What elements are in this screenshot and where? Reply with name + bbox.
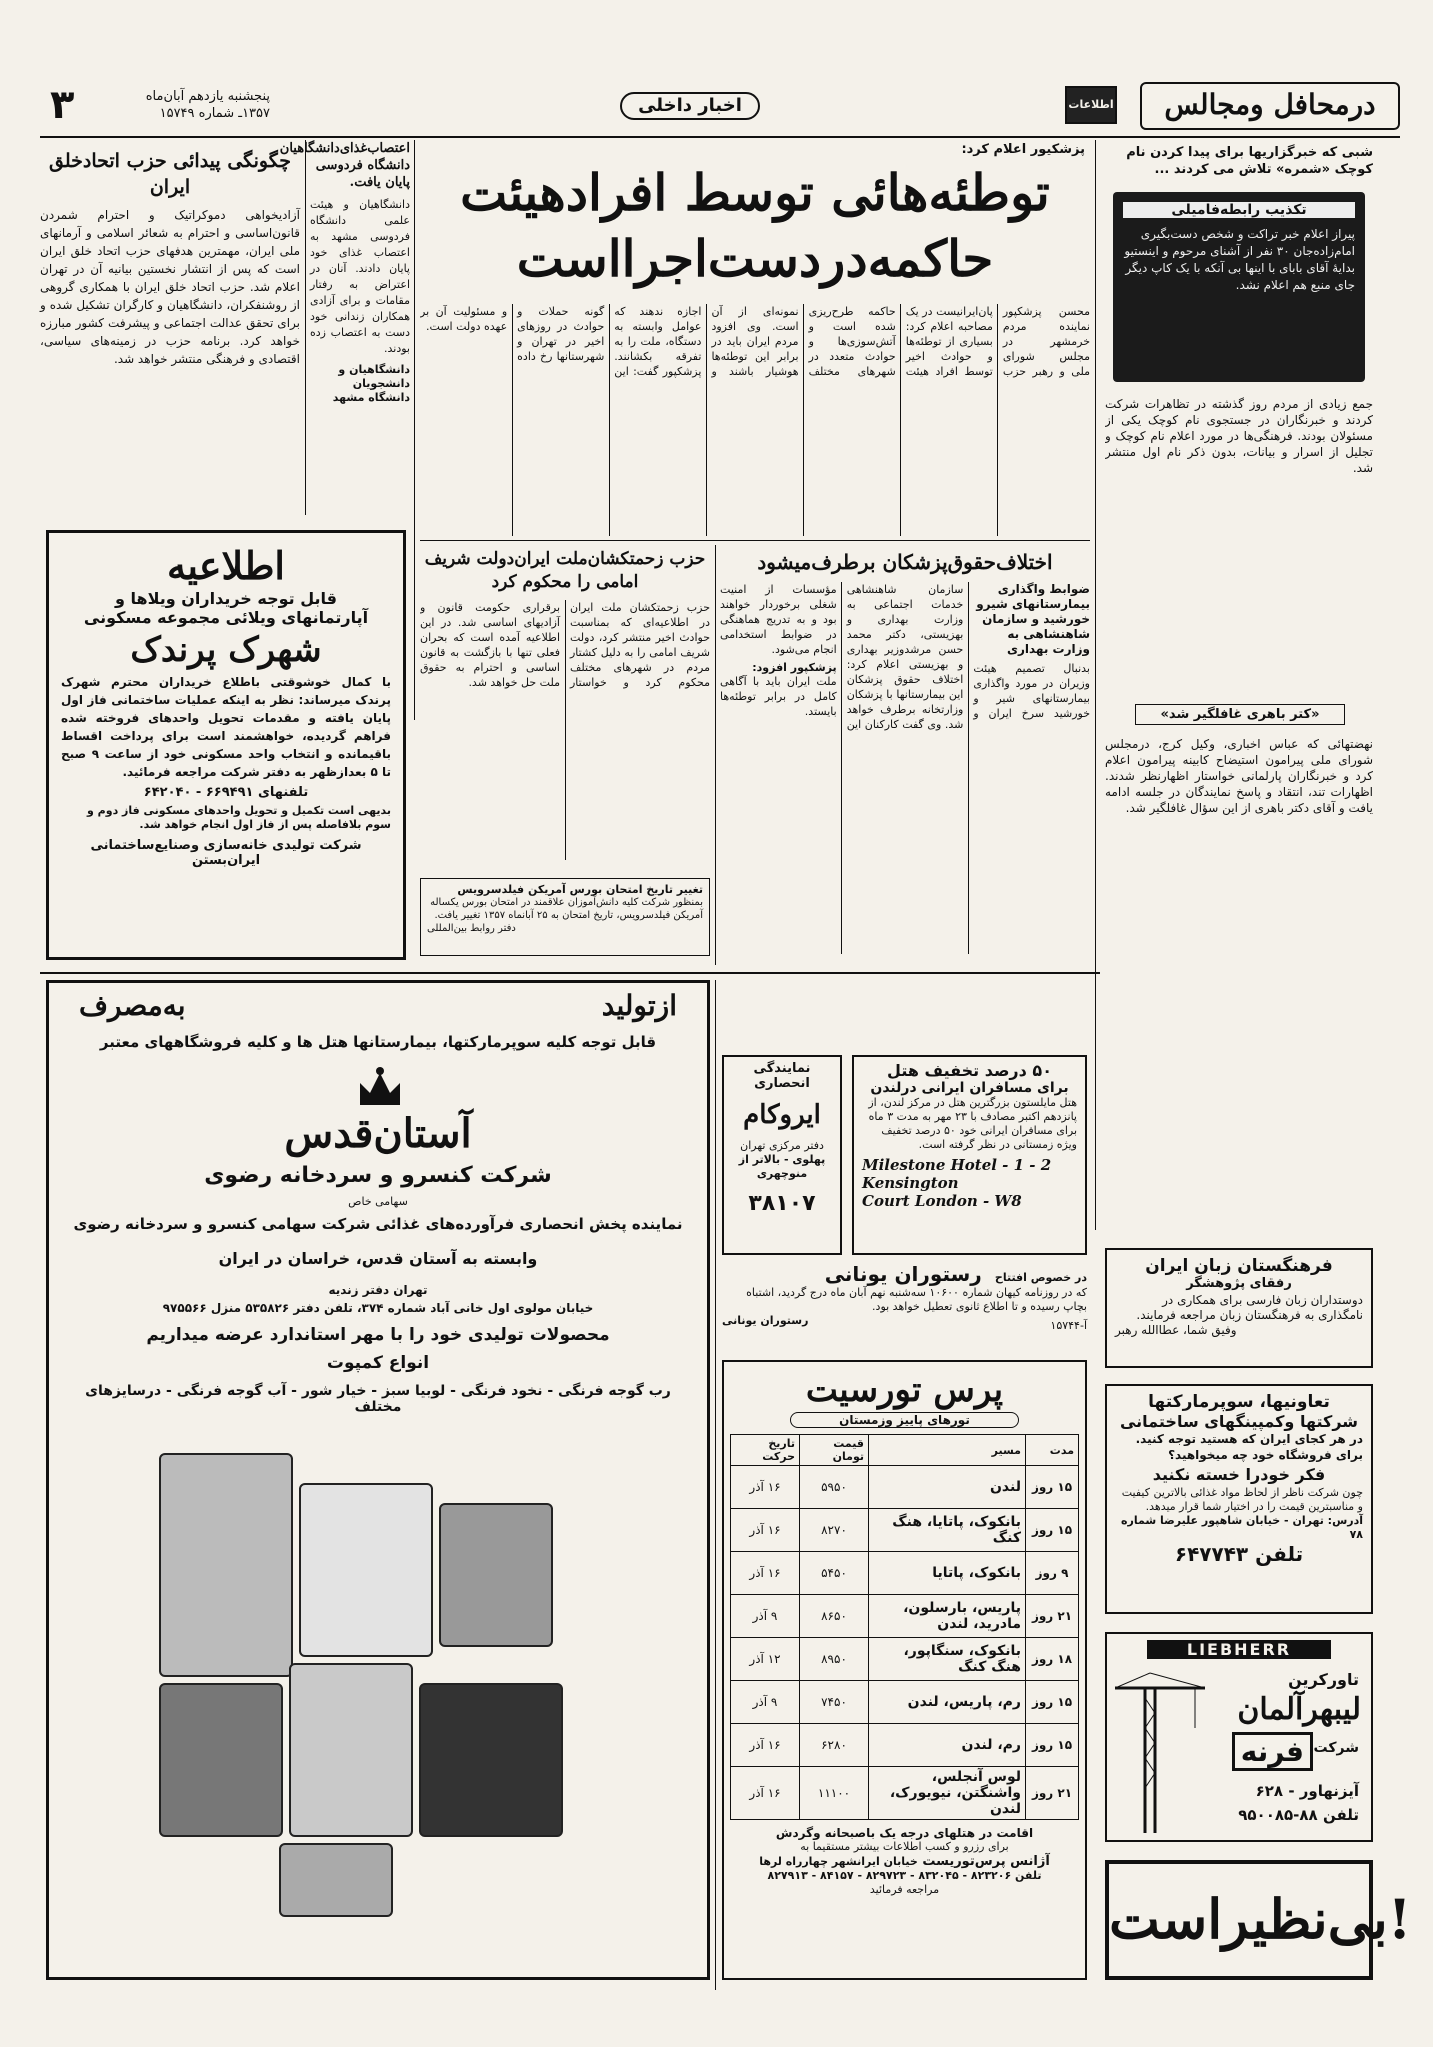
nationalists-title: حزب زحمتکشان‌ملت ایران‌دولت شریف امامی را محکوم کرد [424,549,706,592]
astan-office: تهران دفتر زندیه [328,1283,428,1297]
announcement-title: اطلاعیه [167,543,285,588]
tour-route: رم، پاریس، لندن [869,1681,1026,1724]
agency-title: نمایندگی انحصاری [753,1061,811,1091]
astan-offer: محصولات تولیدی خود را با مهر استاندارد عرضه میداریم [146,1325,610,1345]
header-days: مدت [1026,1435,1079,1466]
doctors-title: اختلاف‌حقوق‌پزشکان برطرف‌میشود [757,550,1053,574]
announcement-company: شرکت تولیدی خانه‌سازی وصنایع‌ساختمانی ایران‌بستن [90,838,362,868]
exam-box [420,878,710,956]
banner: بی‌نظیراست! [1105,1860,1373,1980]
tour-date: ۱۶ آذر [731,1724,800,1767]
tour-date: ۹ آذر [731,1595,800,1638]
tour-price: ۶۲۸۰ [800,1724,869,1767]
supermarket-title: تعاونیها، سوپرمارکتها [1148,1392,1330,1412]
language-academy-ad [1105,1248,1373,1368]
tour-company [730,1854,1079,1869]
tour-row [731,1552,1079,1595]
tour-footer-1: اقامت در هتلهای درجه یک باصبحانه وگردش [775,1826,1034,1840]
headline-line1: توطئه‌هائی توسط افرادهیئت [460,163,1050,222]
announcement-line1: قابل توجه خریداران ویلاها و [114,589,338,608]
can-fruit [159,1683,283,1837]
announcement-line2: آپارتمانهای ویلائی مجموعه مسکونی [83,608,369,627]
can-pear [289,1663,413,1837]
tour-route: پاریس، بارسلون، مادرید، لندن [869,1595,1026,1638]
clipping-title: تکذیب رابطه‌فامیلی [1123,202,1355,218]
tour-date: ۱۶ آذر [731,1767,800,1820]
agency-line: دفتر مرکزی تهران [740,1139,824,1152]
hotel-address-2: Kensington [862,1174,959,1192]
astan-tagline: قابل توجه کلیه سوپرمارکتها، بیمارستانها هتل ها و کلیه فروشگاههای معتبر [99,1033,657,1051]
astan-top-right: ازتولید [601,989,677,1022]
tour-row [731,1509,1079,1552]
events-column [1105,144,1373,1224]
crane-phone: تلفن ۸۸-۹۵۰۰۸۵ [1238,1806,1359,1824]
events-section-title: درمحافل ومجالس [1140,82,1400,130]
academy-subtitle: رفقای پژوهشگر [1186,1276,1292,1291]
agency-address: پهلوی - بالاتر از منوچهری [738,1153,826,1180]
tour-date: ۹ آذر [731,1681,800,1724]
tour-row [731,1681,1079,1724]
section-label: اخبار داخلی [620,92,760,120]
restaurant-pre: در خصوص افتتاح [994,1271,1087,1284]
can-beans [159,1453,293,1677]
restaurant-title: رستوران یونانی [824,1262,982,1286]
agency-phone: ۳۸۱۰۷ [748,1191,816,1216]
tour-days: ۱۵ روز [1026,1466,1079,1509]
party-article [40,148,300,508]
tour-refer: مراجعه فرمائید [869,1883,940,1896]
crane-company: فرنه [1232,1732,1313,1771]
header-date: تاریخ حرکت [731,1435,800,1466]
crown-icon [355,1065,405,1111]
supermarket-ad [1105,1384,1373,1614]
supermarket-cta: فکر خودرا خسته نکنید [1152,1465,1326,1484]
doctors-body-2: ملت ایران باید با آگاهی کامل در برابر توطئه‌ها بایستد. [720,675,837,718]
masthead [40,82,1400,130]
academy-title: فرهنگستان زبان ایران [1145,1256,1333,1276]
doctors-subhead-2: پزشکپور افزود: [752,661,837,674]
hotel-title: ۵۰ درصد تخفیف هتل [887,1061,1052,1080]
supermarket-body: در هر کجای ایران که هستید توجه کنید. برای فروشگاه خود چه میخواهید؟ [1135,1432,1363,1462]
issue-line: ۱۳۵۷ـ شماره ۱۵۷۴۹ [159,106,270,121]
astan-type: سهامی خاص [348,1195,408,1208]
astan-agent: نماینده پخش انحصاری فرآورده‌های غذائی شرکت سهامی کنسرو و سردخانه رضوی [73,1215,683,1233]
astan-brand: آستان‌قدس [284,1110,472,1157]
announcement-body: با کمال خوشوقتی باطلاع خریداران محترم شهرک پرندک میرساند: نظر به اینکه عملیات ساختمانی فاز اول پایان یافته و مقدمات تحویل واحدهای فروخته شده فراهم گردیده، خواهشمند است برای پرداخت اقساط باقیمانده و انتخاب واحد مسکونی خود از ساعت ۹ صبح تا ۵ بعدازظهر به دفتر شرکت مراجعه فرمائید. [61,675,391,779]
hotel-subtitle: برای مسافران ایرانی درلندن [870,1080,1069,1096]
announcement-box [46,530,406,960]
can-small [279,1843,393,1917]
agency-ad [722,1055,842,1255]
tour-days: ۱۸ روز [1026,1638,1079,1681]
crane-icon [1115,1668,1205,1838]
events-subhead: «کتر باهری غافلگیر شد» [1135,704,1345,725]
tour-row [731,1466,1079,1509]
headline-body: محسن پزشکپور نماینده مردم خرمشهر در مجلس شورای ملی و رهبر حزب پان‌ایرانیست در یک مصاحبه اعلام کرد: بسیاری از توطئه‌ها و حوادث اخیر توسط افراد هیئت حاکمه طرح‌ریزی شده است و آتش‌سوزی‌ها و حوادث متعدد در شهرهای مختلف نمونه‌ای از آن است. وی افزود مردم ایران باید در برابر این توطئه‌ها هوشیار باشند و اجازه ندهند که عوامل وابسته به دستگاه، ملت را به تفرقه بکشانند. پزشکپور گفت: این گونه حملات و حوادث در روزهای اخیر در تهران و شهرستانها رخ داده و مسئولیت آن بر عهده دولت است. [420,305,1090,378]
academy-body: دوستداران زبان فارسی برای همکاری در نامگذاری به فرهنگستان زبان مراجعه فرمایند. [1136,1293,1363,1322]
events-body: جمع زیادی از مردم روز گذشته در تظاهرات شرکت کردند و خبرنگاران در جستجوی نام کوچک یکی از مسئولان بودند. فرهنگی‌ها در مورد اعلام نام کوچک و تجلیل از اسرار و بیانات، بدون ذکر نام اول منتشر شد. [1105,397,1373,475]
tour-price: ۵۹۵۰ [800,1466,869,1509]
tour-date: ۱۶ آذر [731,1552,800,1595]
doctors-body: بدنبال تصمیم هیئت وزیران در مورد واگذاری بیمارستانهای شیر و خورشید سرخ ایران و سازمان شاهنشاهی خدمات اجتماعی به وزارت بهداری و بهزیستی، دکتر محمد حسن مرشدوزیر بهداری و بهزیستی اعلام کرد: اختلاف حقوق پزشکان این بیمارستانها با پزشکان وزارتخانه برطرف خواهد شد. وی گفت کارکنان این مؤسسات از امنیت شغلی برخوردار خواهند بود و به تدریج هماهنگی در ضوابط استخدامی انجام می‌شود. [720,583,1090,731]
tour-date: ۱۲ آذر [731,1638,800,1681]
tour-brand: پرس تورسیت [805,1370,1004,1410]
announcement-phones: تلفنهای ۶۶۹۴۹۱ - ۶۴۲۰۴۰ [143,785,309,800]
exam-sign: دفتر روابط بین‌المللی [427,923,516,934]
crane-brand-fa: لیبهرآلمان [1237,1692,1361,1727]
tour-route: بانکوک، سنگاپور، هنگ کنگ [869,1638,1026,1681]
tour-row [731,1638,1079,1681]
tour-company-name: آژانس پرس‌توریست [922,1854,1050,1869]
supermarket-phone: تلفن ۶۴۷۷۴۳ [1174,1542,1304,1566]
supermarket-subtitle: شرکتها وکمپینگهای ساختمانی [1119,1412,1359,1431]
doctors-subhead: ضوابط واگذاری بیمارستانهای شیرو خورشید و سازمان شاهنشاهی به وزارت بهداری [976,582,1090,656]
tour-days: ۱۵ روز [1026,1724,1079,1767]
tour-date: ۱۶ آذر [731,1466,800,1509]
tour-days: ۱۵ روز [1026,1509,1079,1552]
tour-row [731,1724,1079,1767]
date-block [110,88,270,122]
tour-days: ۲۱ روز [1026,1595,1079,1638]
tour-table [730,1434,1079,1820]
tour-table-header [731,1435,1079,1466]
headline-line2: حاکمه‌دردست‌اجرا‌است [516,229,994,288]
hotel-address-3: Court London - W8 [862,1192,1022,1210]
tour-route: لندن [869,1466,1026,1509]
clipping-box [1113,192,1365,382]
pars-tourist-ad [722,1360,1087,1980]
tour-days: ۲۱ روز [1026,1767,1079,1820]
tour-rows [731,1466,1079,1820]
tour-tagline: تورهای پاییز وزمستان [790,1412,1019,1428]
astan-address: خیابان مولوی اول خانی آباد شماره ۳۷۴، تلفن دفتر ۵۳۵۸۲۶ منزل ۹۷۵۵۶۶ [162,1301,594,1315]
tour-price: ۸۲۷۰ [800,1509,869,1552]
astan-company: شرکت کنسرو و سردخانه رضوی [204,1163,552,1188]
restaurant-code: آ-۱۵۷۴۴ [1050,1319,1087,1332]
tour-price: ۵۴۵۰ [800,1552,869,1595]
events-sub-body: نهضتهائی که عباس اخباری، وکیل کرج، درمجلس شورای ملی پیرامون استیضاح کابینه پیرامون اعلام کرد و خبرنگاران پارلمانی خواستار اظهارنظر شدند. اظهارات تند، انتقاد و پاسخ نمایندگان در جلسه ادامه یافت و آقای دکتر باهری از این سؤال غافلگیر شد. [1105,737,1373,815]
tour-route: بانکوک، پاتایا [869,1552,1026,1595]
announcement-note: بدیهی است تکمیل و تحویل واحدهای مسکونی فاز دوم و سوم بلافاصله پس از فاز اول انجام خواهد شد. [87,804,391,831]
nationalists-body: حزب زحمتکشان ملت ایران در اطلاعیه‌ای که بمناسبت حوادث اخیر منتشر کرد، دولت شریف امامی را به دلیل کشتار مردم در شهرهای مختلف محکوم کرد و خواستار برقراری حکومت قانون و آزادیهای اساسی شد. در این اطلاعیه آمده است که بحران فعلی تنها با بازگشت به قانون اساسی و احترام به حقوق ملت حل خواهد شد. [420,601,710,689]
tour-price: ۱۱۱۰۰ [800,1767,869,1820]
paper-logo: اطلاعات [1065,86,1117,124]
hunger-strike-sign: دانشگاهیان و دانشجویان دانشگاه مشهد [332,363,410,404]
astan-kinds: انواع کمپوت [326,1353,430,1373]
restaurant-ad [722,1262,1087,1354]
restaurant-body: که در روزنامه کیهان شماره ۱۰۶۰۰ سه‌شنبه نهم آبان ماه درج گردید، اشتباه بچاپ رسیده و تا اطلاع ثانوی تعطیل خواهد بود. [746,1286,1087,1313]
doctors-columns [720,582,1090,954]
tour-price: ۸۹۵۰ [800,1638,869,1681]
clipping-text: پیراز اعلام خبر تراکت و شخص دست‌بگیری امام‌زاده‌جان ۳۰ نفر از آشنای مرحوم و اینستیو بدایهٔ آقای بابای با اینها بی آنکه با یک کاپ دیگر جای منبع هم اعلام نشد. [1124,227,1355,292]
tour-footer-2: برای رزرو و کسب اطلاعات بیشتر مستقیما به [800,1840,1009,1853]
tour-row [731,1595,1079,1638]
crane-address: آیزنهاور - ۶۲۸ [1255,1782,1359,1800]
tour-days: ۹ روز [1026,1552,1079,1595]
events-intro: شبی که خبرگزاریها برای پیدا کردن نام کوچک «شمره» تلاش می کردند ... [1126,145,1373,177]
crane-company-pre: شرکت [1313,1740,1359,1756]
tour-route: لوس آنجلس، واشنگتن، نیویورک، لندن [869,1767,1026,1820]
tour-route: بانکوک، پاتایا، هنگ کنگ [869,1509,1026,1552]
tour-row [731,1767,1079,1820]
announcement-project: شهرک پرندک [130,630,322,670]
doctors-article [720,548,1090,958]
tour-price: ۸۶۵۰ [800,1595,869,1638]
astan-affiliation: وابسته به آستان قدس، خراسان در ایران [218,1249,538,1268]
tour-price: ۷۴۵۰ [800,1681,869,1724]
hotel-ad [852,1055,1087,1255]
academy-sign: وفیق شما، عطاالله رهبر [1115,1323,1237,1337]
supermarket-address: آدرس: تهران - خیابان شاهپور علیرضا شماره ۷۸ [1121,1514,1363,1541]
header-price: قیمت تومان [800,1435,869,1466]
headline-kicker: پزشکیور اعلام کرد: [961,142,1085,157]
tour-address: خیابان ایرانشهر چهارراه لرها [759,1855,918,1868]
liebherr-ad [1105,1632,1373,1842]
party-title: چگونگی پیدائی حزب اتحادخلق ایران [49,150,291,198]
hunger-strike-article [279,140,410,510]
hunger-strike-body: دانشگاهیان و هیئت علمی دانشگاه فردوسی مشهد به اعتصاب غذای خود پایان دادند. آنان در اعتراض به رفتار مقامات و برای آزادی همکاران زندانی خود دست به اعتصاب زده بودند. [310,198,410,355]
can-astan [419,1683,563,1837]
astan-qods-ad [46,980,710,1980]
hotel-body: هتل مایلستون بزرگترین هتل در مرکز لندن، از پانزدهم اکتبر مصادف با ۲۳ مهر به مدت ۳ ماه برای مسافران ایرانی خود ۵۰ درصد تخفیف ویژه زمستانی در نظر گرفته است. [868,1096,1077,1151]
exam-title: تغییر تاریخ امتحان بورس آمریکن فیلدسرویس [457,883,703,896]
astan-top-left: به‌مصرف [79,989,186,1022]
header-route: مسیر [869,1435,1026,1466]
liebherr-brand: LIEBHERR [1147,1640,1331,1659]
tour-date: ۱۶ آذر [731,1509,800,1552]
can-cherry [439,1503,553,1647]
tour-route: رم، لندن [869,1724,1026,1767]
exam-body: بمنظور شرکت کلیه دانش‌آموزان علاقمند در امتحان بورس یکساله آمریکن فیلدسرویس، تاریخ امتحان به ۲۵ آبانماه ۱۳۵۷ تغییر یافت. [430,897,703,921]
agency-brand: ایروکام [743,1100,821,1130]
hunger-strike-title: اعتصاب‌غذای‌دانشگاهیان دانشگاه فردوسی پایان یافت. [279,141,410,190]
date-line: پنجشنبه یازدهم آبان‌ماه [145,89,270,104]
nationalists-article [420,548,710,958]
tour-days: ۱۵ روز [1026,1681,1079,1724]
party-body: آزادیخواهی دموکراتیک و احترام شمردن قانون‌اساسی و احترام به شعائر اسلامی و آرمانهای ملی ایران، مهمترین هدفهای حزب اتحاد خلق ایران است که پس از انتشار نخستین بیانیه آن در تهران اعلام شد. حزب اتحاد خلق ایران با همکاری گروهی از روشنفکران، دانشگاهیان و کارگران تشکیل شده و برای تحقق عدالت اجتماعی و پیشرفت کشور مبارزه خواهد کرد. برنامه حزب در زمینه‌های سیاسی، اقتصادی و فرهنگی منتشر خواهد شد. [40,208,300,366]
restaurant-sign: رستوران یونانی [722,1314,809,1327]
page-number: ۳ [50,82,75,128]
hotel-address-1: Milestone Hotel - 1 - 2 [862,1156,1052,1174]
astan-products: رب گوجه فرنگی - نخود فرنگی - لوبیا سبز - خیار شور - آب گوجه فرنگی - درسایزهای مختلف [85,1383,671,1415]
can-tomato [299,1483,433,1657]
crane-title: تاورکرین [1288,1670,1359,1689]
supermarket-desc: چون شرکت ناظر از لحاظ مواد غذائی بالاترین کیفیت و مناسبترین قیمت را در اختیار شما قرار میدهد. [1121,1486,1363,1513]
tour-phones: تلفن ۸۲۳۲۰۶ - ۸۳۲۰۴۵ - ۸۲۹۷۲۳ - ۸۴۱۵۷ - ۸۲۷۹۱۳ [767,1869,1042,1882]
